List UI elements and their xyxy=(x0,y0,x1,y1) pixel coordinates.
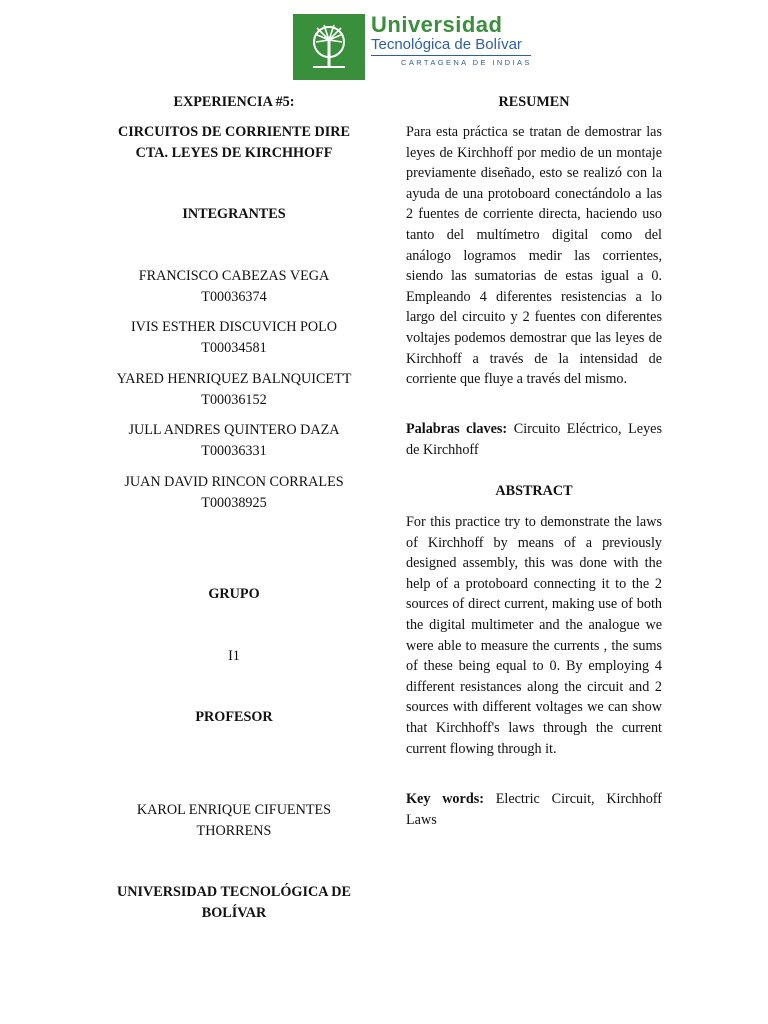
members-heading: INTEGRANTES xyxy=(182,206,286,222)
member-name: JUAN DAVID RINCON CORRALES xyxy=(124,474,344,490)
logo-divider xyxy=(371,55,531,56)
member-item xyxy=(105,472,363,513)
member-item xyxy=(105,266,363,307)
member-id: T00036152 xyxy=(201,391,267,408)
abstract-text: For this practice try to demonstrate the laws of Kirchhoff by means of a previously designed assembly, this was done with the help of a protoboard connecting it to the 2 sources of direct current, making use of both the digital multimeter and the analogue we were able to measure the currents , the sums of these being equal to 0. By employing 4 different resistances along the circuit and 2 sources with different voltages we can show that Kirchhoff's laws through the current current flowing through it. xyxy=(406,514,662,757)
experience-title: EXPERIENCIA #5: xyxy=(173,94,295,110)
member-item xyxy=(105,317,363,358)
group-heading: GRUPO xyxy=(208,586,260,602)
logo-name-line2: Tecnológica de Bolívar xyxy=(371,36,522,53)
logo-name-line1: Universidad xyxy=(371,12,503,37)
resumen-text: Para esta práctica se tratan de demostrar las leyes de Kirchhoff por medio de un montaje previamente diseñado, esto se realizó con la ayuda de una protoboard conectándolo a las 2 fuentes de corriente directa, haciendo uso tanto del multímetro digital como del análogo logramos medir las corrientes, siendo las sumatorias de estas igual a 0. Empleando 4 diferentes resistencias a lo largo del circuito y 2 fuentes con diferentes voltajes podemos demostrar que las leyes de Kirchhoff a través de la intensidad de corriente que fluye a través del mismo. xyxy=(406,124,662,388)
member-item xyxy=(105,420,363,461)
university-name: UNIVERSIDAD TECNOLÓGICA DE BOLÍVAR xyxy=(117,884,351,921)
group-value: I1 xyxy=(228,648,240,664)
member-name: IVIS ESTHER DISCUVICH POLO xyxy=(130,319,338,335)
resumen-heading: RESUMEN xyxy=(498,94,570,110)
keywords-es-value: Circuito Eléctrico, Leyes de Kirchhoff xyxy=(406,421,663,458)
member-name: JULL ANDRES QUINTERO DAZA xyxy=(128,422,340,438)
logo-name-line3: CARTAGENA DE INDIAS xyxy=(401,58,532,67)
professor-name: KAROL ENRIQUE CIFUENTES THORRENS xyxy=(136,802,332,839)
member-name: FRANCISCO CABEZAS VEGA xyxy=(138,268,330,284)
keywords-es-label: Palabras claves: xyxy=(406,421,508,437)
member-id: T00034581 xyxy=(201,339,267,356)
keywords-en xyxy=(406,789,662,830)
member-item xyxy=(105,369,363,410)
member-id: T00036374 xyxy=(201,288,267,305)
university-logo xyxy=(293,14,533,80)
member-id: T00036331 xyxy=(201,442,267,459)
member-name: YARED HENRIQUEZ BALNQUICETT xyxy=(116,371,352,387)
keywords-es xyxy=(406,419,662,460)
practice-title: CIRCUITOS DE CORRIENTE DIRE CTA. LEYES DE KIRCHHOFF xyxy=(118,124,350,161)
keywords-en-value: Electric Circuit, Kirchhoff Laws xyxy=(406,791,662,828)
palm-tree-icon xyxy=(293,14,365,80)
professor-heading: PROFESOR xyxy=(195,709,273,725)
abstract-heading: ABSTRACT xyxy=(495,483,573,499)
keywords-en-label: Key words: xyxy=(406,791,484,807)
member-id: T00038925 xyxy=(201,494,267,511)
